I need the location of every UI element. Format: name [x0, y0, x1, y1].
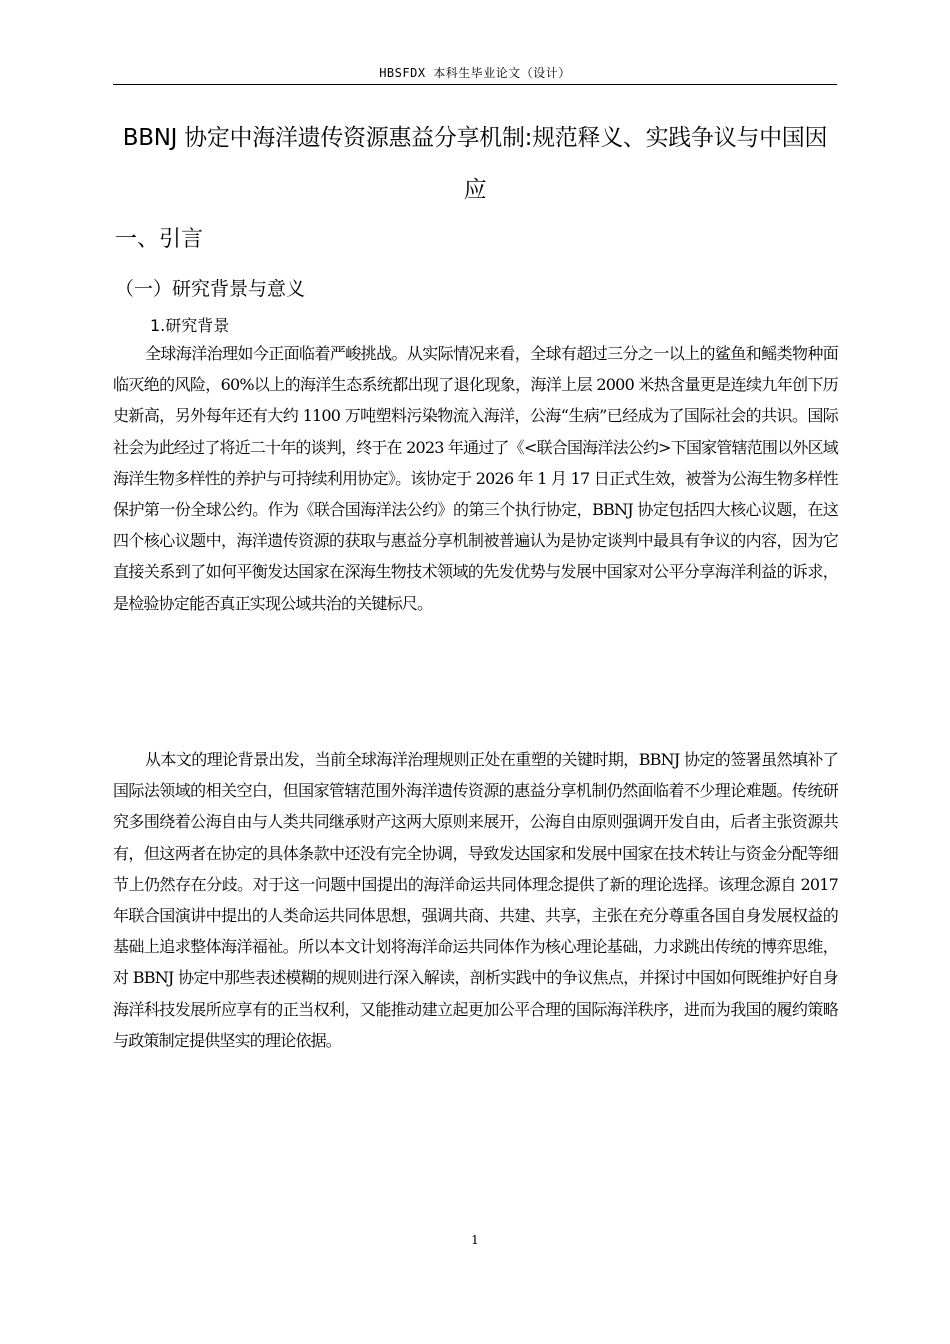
- body-paragraph-1: 全球海洋治理如今正面临着严峻挑战。从实际情况来看，全球有超过三分之一以上的鲨鱼和鳐类物种面临灭绝的风险，60%以上的海洋生态系统都出现了退化现象，海洋上层 2000 米热含量更是连续九年创下历史新高，另外每年还有大约 1100 万吨塑料污染物流入海洋，公海“生病”已经成为了国际社会的共识。国际社会为此经过了将近二十年的谈判，终于在 2023 年通过了《<联合国海洋法公约>下国家管辖范围以外区域海洋生物多样性的养护与可持续利用协定》。该协定于 2026 年 1 月 17 日正式生效，被誉为公海生物多样性保护第一份全球公约。作为《联合国海洋法公约》的第三个执行协定，BBNJ 协定包括四大核心议题，在这四个核心议题中，海洋遗传资源的获取与惠益分享机制被普遍认为是协定谈判中最具有争议的内容，因为它直接关系到了如何平衡发达国家在深海生物技术领域的先发优势与发展中国家对公平分享海洋利益的诉求，是检验协定能否真正实现公域共治的关键标尺。: [113, 344, 838, 613]
- header-divider: [113, 84, 837, 85]
- running-header: HBSFDX 本科生毕业论文（设计）: [379, 66, 571, 80]
- body-paragraph-2: 从本文的理论背景出发，当前全球海洋治理规则正处在重塑的关键时期，BBNJ 协定的签署虽然填补了国际法领域的相关空白，但国家管辖范围外海洋遗传资源的惠益分享机制仍然面临着不少理论难题。传统研究多围绕着公海自由与人类共同继承财产这两大原则来展开，公海自由原则强调开发自由，后者主张资源共有，但这两者在协定的具体条款中还没有完全协调，导致发达国家和发展中国家在技术转让与资金分配等细节上仍然存在分歧。对于这一问题中国提出的海洋命运共同体理念提供了新的理论选择。该理念源自 2017 年联合国演讲中提出的人类命运共同体思想，强调共商、共建、共享，主张在充分尊重各国自身发展权益的基础上追求整体海洋福祉。所以本文计划将海洋命运共同体作为核心理论基础，力求跳出传统的博弈思维，对 BBNJ 协定中那些表述模糊的规则进行深入解读，剖析实践中的争议焦点，并探讨中国如何既维护好自身海洋科技发展所应享有的正当权利，又能推动建立起更加公平合理的国际海洋秩序，进而为我国的履约策略与政策制定提供坚实的理论依据。: [113, 750, 838, 1050]
- subsection-heading: （一）研究背景与意义: [115, 278, 306, 300]
- document-title: BBNJ 协定中海洋遗传资源惠益分享机制:规范释义、实践争议与中国因应: [122, 125, 828, 203]
- page-number: 1: [471, 1233, 479, 1247]
- section-heading: 一、引言: [115, 227, 204, 252]
- subsubsection-heading: 1.研究背景: [150, 316, 230, 335]
